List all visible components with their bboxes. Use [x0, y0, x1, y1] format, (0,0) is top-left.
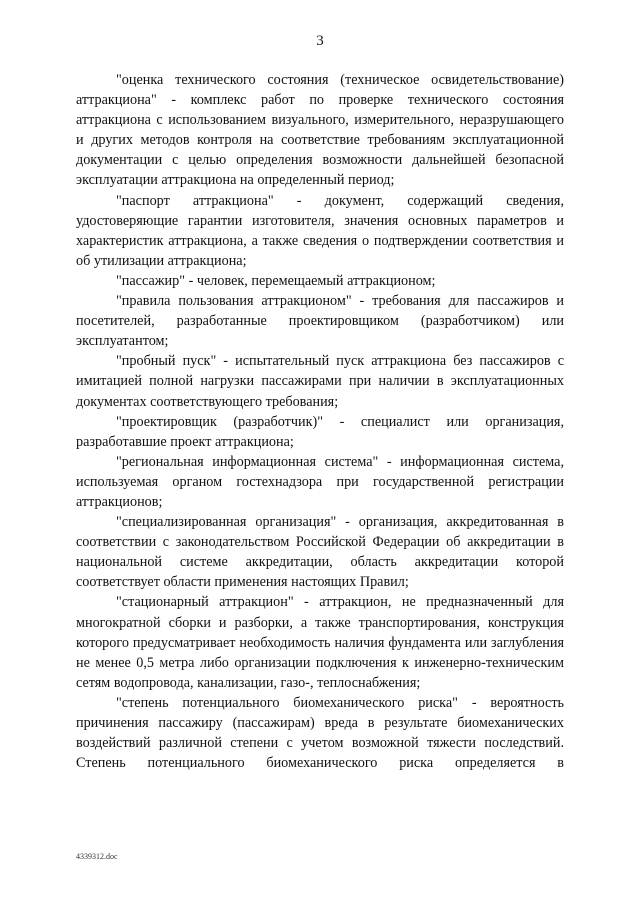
definition-paragraph: "паспорт аттракциона" - документ, содержащий сведения, удостоверяющие гарантии изготовителя, значения основных параметров и характеристик аттракциона, а также сведения о подтверждении соответствия и об утилизации аттракциона; [76, 192, 564, 269]
definition-paragraph: "региональная информационная система" - информационная система, используемая органом гостехнадзора при государственной регистрации аттракционов; [76, 453, 564, 510]
definition-paragraph: "правила пользования аттракционом" - требования для пассажиров и посетителей, разработанные проектировщиком (разработчиком) или эксплуатантом; [76, 293, 564, 350]
page-number: 3 [316, 33, 324, 49]
definition-paragraph: "специализированная организация" - организация, аккредитованная в соответствии с законодательством Российской Федерации об аккредитации в национальной системе аккредитации, область аккредитации которой соответствует области применения настоящих Правил; [76, 514, 564, 591]
definition-paragraph: "пассажир" - человек, перемещаемый аттракционом; [116, 272, 436, 289]
definition-paragraph: "пробный пуск" - испытательный пуск аттракциона без пассажиров с имитацией полной нагрузки пассажирами при наличии в эксплуатационных документах соответствующего требования; [76, 353, 564, 410]
definition-paragraph: "стационарный аттракцион" - аттракцион, не предназначенный для многократной сборки и разборки, а также транспортирования, конструкция которого предусматривает необходимость наличия фундамента или заглубления не менее 0,5 метра либо организации подключения к инженерно-техническим сетям водопровода, канализации, газо-, теплоснабжения; [76, 594, 564, 691]
document-body [76, 70, 564, 773]
document-file-code: 4339312.doc [76, 852, 118, 861]
definition-paragraph: "проектировщик (разработчик)" - специалист или организация, разработавшие проект аттракциона; [76, 413, 564, 450]
definition-paragraph: "оценка технического состояния (техническое освидетельствование) аттракциона" - комплекс работ по проверке технического состояния аттракциона с использованием визуального, измерительного, неразрушающего и других методов контроля на соответствие требованиям эксплуатационной документации с целью определения возможности дальнейшей безопасной эксплуатации аттракциона на определенный период; [76, 72, 564, 189]
definition-paragraph: "степень потенциального биомеханического риска" - вероятность причинения пассажиру (пассажирам) вреда в результате биомеханических воздействий различной степени с учетом возможной тяжести последствий. Степень потенциального биомеханического риска определяется в [76, 694, 564, 772]
